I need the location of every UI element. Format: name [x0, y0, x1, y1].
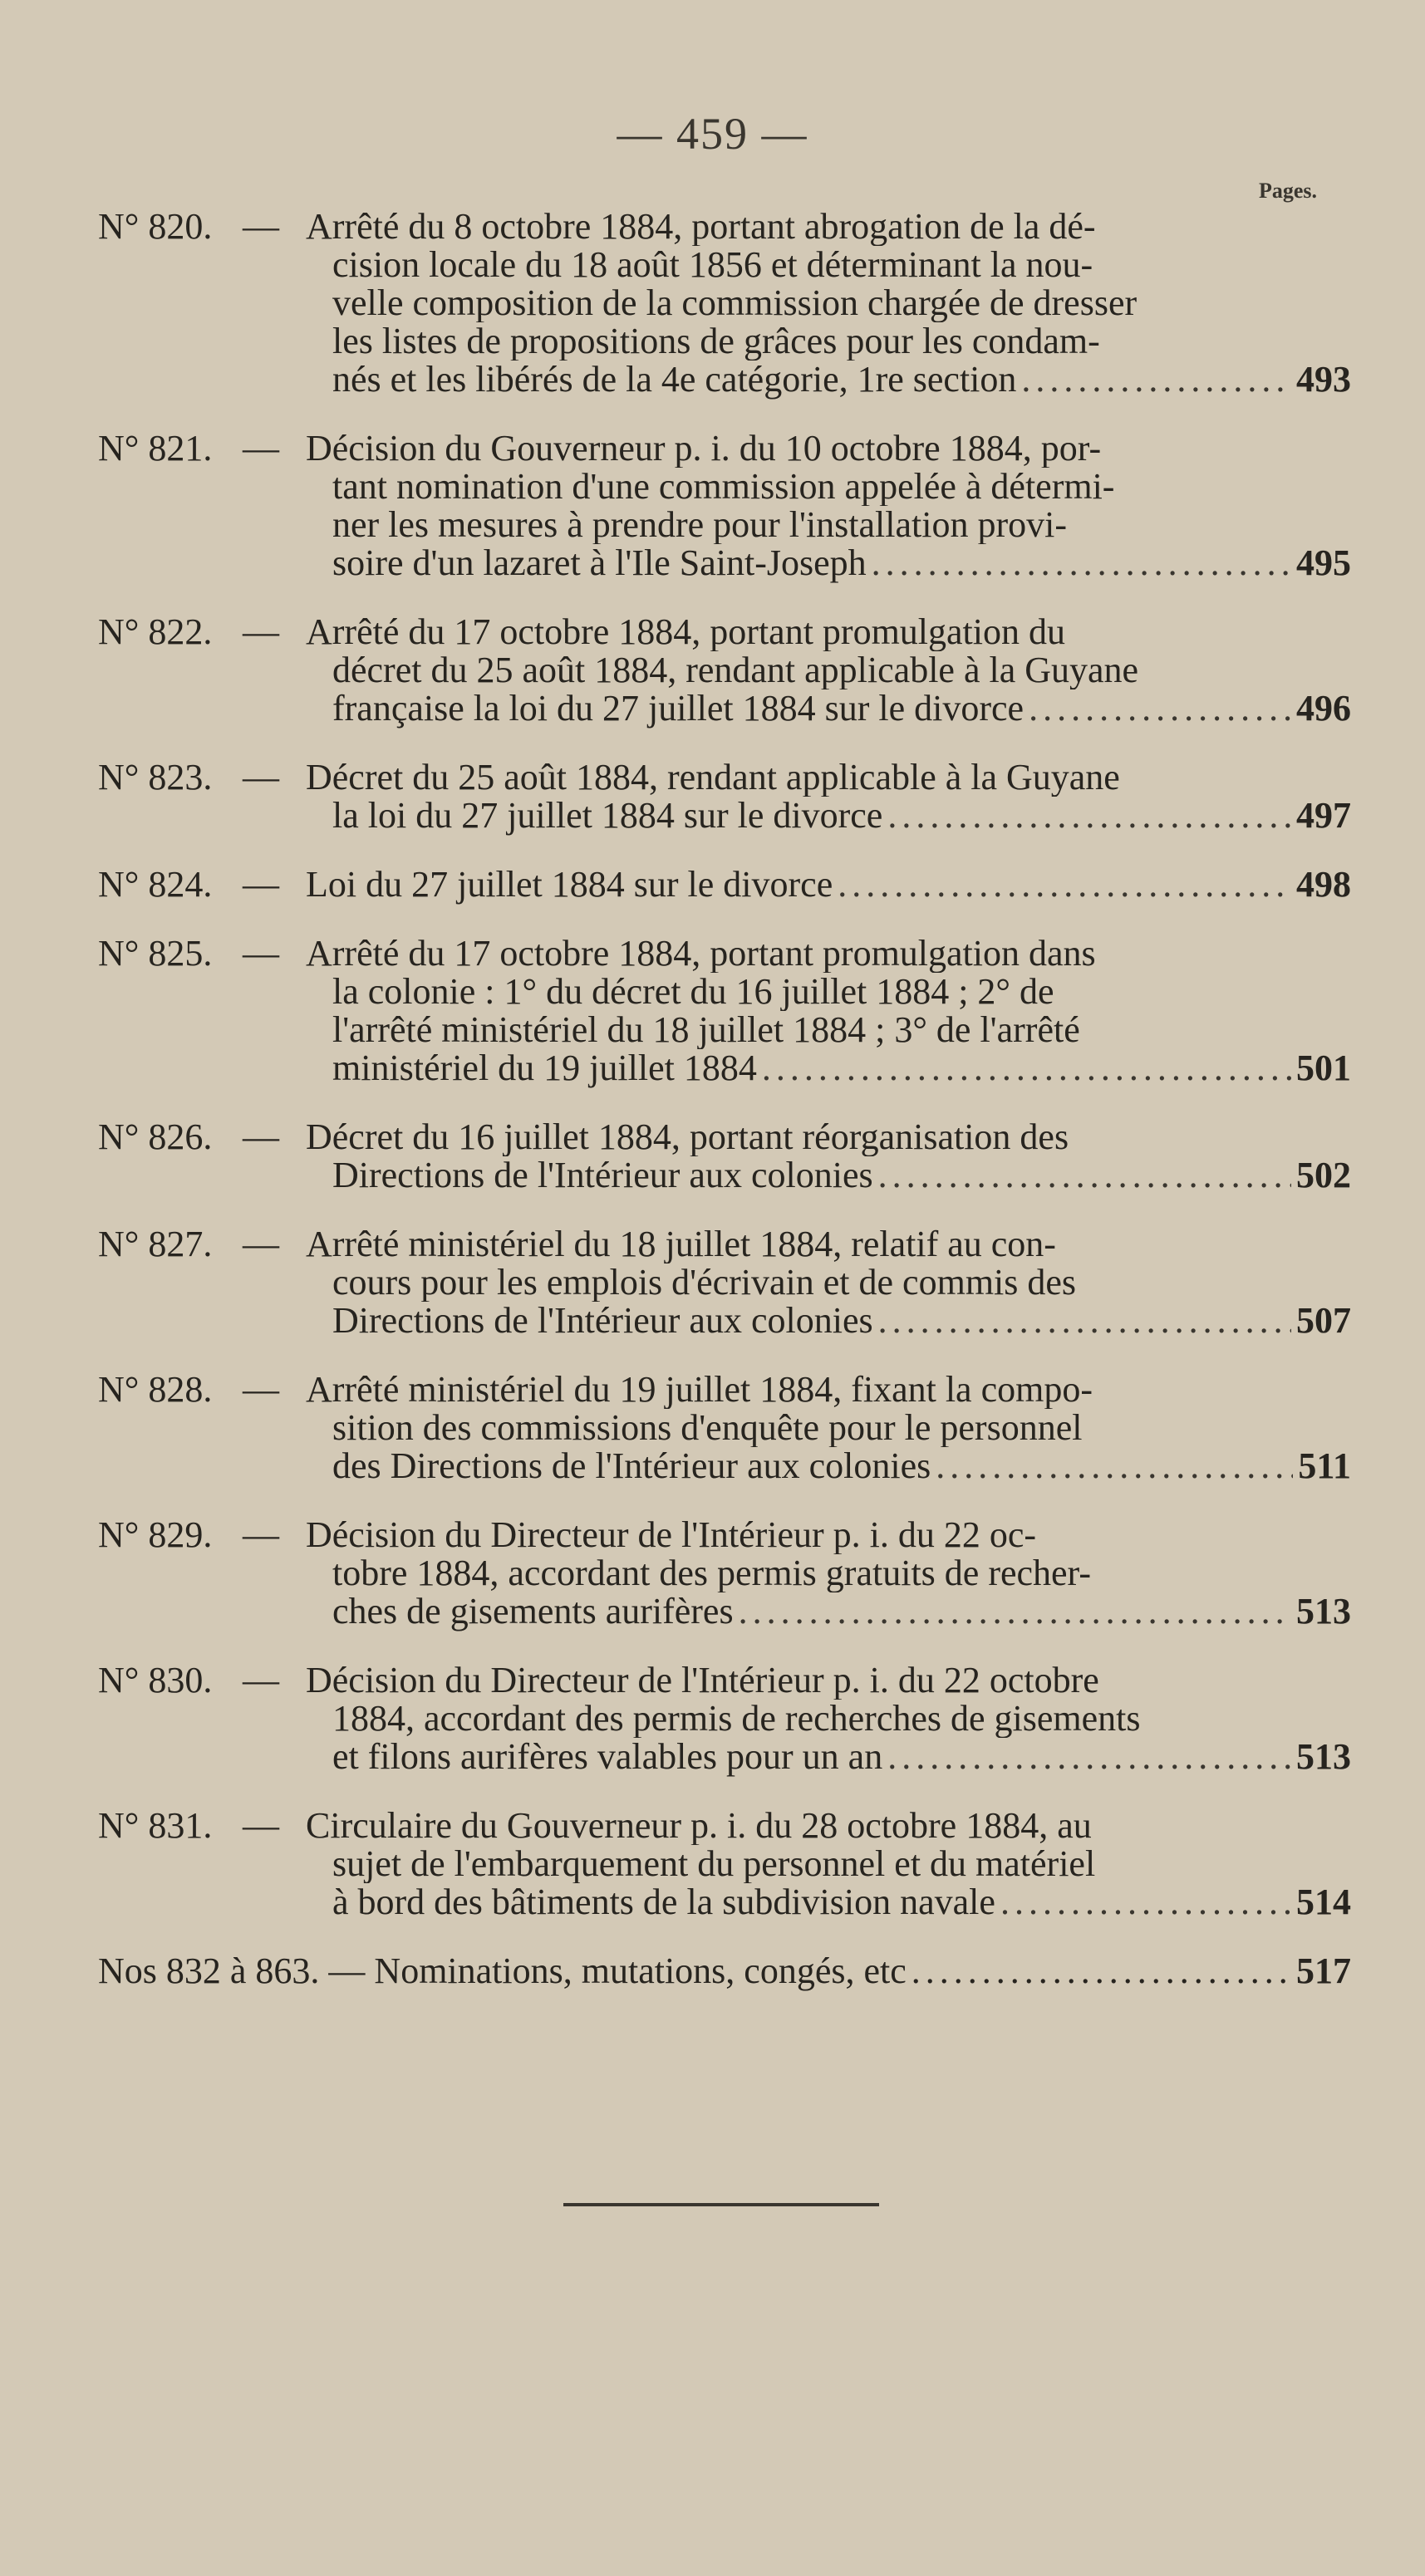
entry-line: cision locale du 18 août 1856 et déterminant la nou- — [332, 246, 1093, 284]
toc-entry — [0, 758, 1425, 835]
toc-entry — [0, 1807, 1425, 1921]
entry-last-line — [332, 1447, 1351, 1485]
entry-line: Décret du 25 août 1884, rendant applicable à la Guyane — [306, 758, 1120, 797]
toc-entry — [0, 613, 1425, 728]
leader-dots — [887, 1738, 1291, 1776]
toc-entry — [0, 1118, 1425, 1195]
toc-entry — [0, 935, 1425, 1087]
entry-last-text: soire d'un lazaret à l'Ile Saint-Joseph — [332, 542, 867, 583]
entry-last-text: nés et les libérés de la 4e catégorie, 1re section — [332, 359, 1017, 400]
entry-line: sition des commissions d'enquête pour le personnel — [332, 1409, 1083, 1447]
entry-last-line — [332, 1156, 1351, 1195]
page-number: — 459 — — [617, 109, 808, 159]
entry-dash: — — [243, 1116, 279, 1157]
entry-page-number: 495 — [1296, 542, 1351, 583]
entry-dash: — — [243, 1805, 279, 1846]
entry-line: la colonie : 1° du décret du 16 juillet 1884 ; 2° de — [332, 973, 1054, 1011]
entry-number: N° 827. — [98, 1224, 213, 1264]
entry-page-number: 493 — [1296, 359, 1351, 400]
leader-dots — [878, 1302, 1291, 1340]
entry-number: N° 828. — [98, 1369, 213, 1410]
entry-text — [306, 1371, 1351, 1486]
entry-last-line — [332, 1738, 1351, 1776]
final-entry-line — [98, 1952, 1351, 1990]
entry-line: décret du 25 août 1884, rendant applicable à la Guyane — [332, 651, 1139, 689]
entry-dash: — — [243, 933, 279, 974]
entry-page-number: 514 — [1296, 1882, 1351, 1922]
toc-entry — [0, 1371, 1425, 1485]
final-entry-page-number: 517 — [1296, 1950, 1351, 1991]
entry-line: les listes de propositions de grâces pour les condam- — [332, 322, 1100, 361]
entry-last-line — [332, 797, 1351, 835]
pages-column-label: Pages. — [1259, 179, 1318, 203]
entry-line: cours pour les emplois d'écrivain et de commis des — [332, 1263, 1077, 1302]
leader-dots — [936, 1447, 1293, 1485]
toc-entry — [0, 1516, 1425, 1631]
closing-rule — [563, 2203, 879, 2206]
entry-last-text: et filons aurifères valables pour un an — [332, 1736, 883, 1777]
entry-page-number: 497 — [1296, 795, 1351, 836]
entry-line: tant nomination d'une commission appelée à détermi- — [332, 468, 1115, 506]
entry-number: N° 824. — [98, 864, 213, 905]
entry-line: sujet de l'embarquement du personnel et du matériel — [332, 1845, 1096, 1883]
entry-number: N° 821. — [98, 428, 213, 469]
table-of-contents — [0, 208, 1425, 1990]
entry-line: Décret du 16 juillet 1884, portant réorganisation des — [306, 1118, 1069, 1156]
entry-page-number: 502 — [1296, 1155, 1351, 1195]
entry-text — [306, 864, 1351, 905]
entry-line: 1884, accordant des permis de recherches de gisements — [332, 1700, 1141, 1738]
entry-text — [306, 613, 1351, 729]
entry-line: ner les mesures à prendre pour l'installation provi- — [332, 506, 1067, 544]
entry-number: N° 822. — [98, 611, 213, 652]
final-entry-text: Nos 832 à 863. — Nominations, mutations, congés, etc — [98, 1950, 907, 1991]
entry-text — [306, 1807, 1351, 1922]
entry-last-line — [332, 1049, 1351, 1087]
entry-last-text: Loi du 27 juillet 1884 sur le divorce — [306, 864, 833, 905]
entry-line: Arrêté du 8 octobre 1884, portant abrogation de la dé- — [306, 208, 1096, 246]
entry-number: N° 830. — [98, 1660, 213, 1700]
entry-text — [306, 758, 1351, 836]
entry-page-number: 496 — [1296, 688, 1351, 729]
entry-last-text: des Directions de l'Intérieur aux colonies — [332, 1445, 931, 1486]
entry-text — [306, 1118, 1351, 1195]
leader-dots — [838, 866, 1291, 904]
toc-entry — [0, 1661, 1425, 1776]
entry-last-line — [332, 1883, 1351, 1921]
leader-dots — [872, 544, 1291, 582]
entry-line: Arrêté du 17 octobre 1884, portant promulgation du — [306, 613, 1066, 651]
entry-text — [306, 1661, 1351, 1777]
entry-dash: — — [243, 611, 279, 652]
leader-dots — [1000, 1883, 1291, 1921]
entry-line: Arrêté ministériel du 18 juillet 1884, relatif au con- — [306, 1225, 1056, 1263]
leader-dots — [762, 1049, 1291, 1087]
entry-page-number: 507 — [1296, 1300, 1351, 1341]
entry-dash: — — [243, 1660, 279, 1700]
entry-last-line — [306, 866, 1351, 904]
entry-number: N° 826. — [98, 1116, 213, 1157]
entry-line: Décision du Directeur de l'Intérieur p. i. du 22 octobre — [306, 1661, 1099, 1700]
entry-last-text: à bord des bâtiments de la subdivision navale — [332, 1882, 995, 1922]
entry-last-line — [332, 361, 1351, 399]
entry-last-text: Directions de l'Intérieur aux colonies — [332, 1155, 873, 1195]
entry-line: Circulaire du Gouverneur p. i. du 28 octobre 1884, au — [306, 1807, 1092, 1845]
entry-line: tobre 1884, accordant des permis gratuits de recher- — [332, 1554, 1091, 1592]
leader-dots — [739, 1592, 1291, 1631]
entry-page-number: 513 — [1296, 1736, 1351, 1777]
entry-line: Arrêté du 17 octobre 1884, portant promulgation dans — [306, 935, 1096, 973]
entry-dash: — — [243, 757, 279, 797]
entry-number: N° 829. — [98, 1514, 213, 1555]
entry-text — [306, 429, 1351, 583]
entry-number: N° 820. — [98, 206, 213, 247]
entry-last-text: ches de gisements aurifères — [332, 1591, 734, 1631]
entry-dash: — — [243, 206, 279, 247]
entry-last-line — [332, 544, 1351, 582]
entry-dash: — — [243, 1369, 279, 1410]
entry-last-line — [332, 1302, 1351, 1340]
entry-last-line — [332, 689, 1351, 728]
toc-entry — [0, 429, 1425, 582]
entry-number: N° 831. — [98, 1805, 213, 1846]
entry-number: N° 823. — [98, 757, 213, 797]
entry-last-text: la loi du 27 juillet 1884 sur le divorce — [332, 795, 883, 836]
entry-text — [306, 208, 1351, 400]
entry-dash: — — [243, 428, 279, 469]
entry-line: velle composition de la commission chargée de dresser — [332, 284, 1138, 322]
toc-entry — [0, 208, 1425, 399]
toc-final-entry — [0, 1952, 1425, 1990]
leader-dots — [878, 1156, 1291, 1195]
entry-page-number: 498 — [1296, 864, 1351, 905]
entry-line: Décision du Gouverneur p. i. du 10 octobre 1884, por- — [306, 429, 1102, 468]
entry-dash: — — [243, 864, 279, 905]
leader-dots — [912, 1952, 1291, 1990]
entry-last-text: Directions de l'Intérieur aux colonies — [332, 1300, 873, 1341]
toc-entry — [0, 1225, 1425, 1340]
toc-entry — [0, 866, 1425, 904]
leader-dots — [887, 797, 1291, 835]
entry-text — [306, 935, 1351, 1088]
leader-dots — [1029, 689, 1291, 728]
entry-page-number: 501 — [1296, 1048, 1351, 1088]
entry-text — [306, 1225, 1351, 1341]
entry-line: Décision du Directeur de l'Intérieur p. i. du 22 oc- — [306, 1516, 1037, 1554]
entry-page-number: 513 — [1296, 1591, 1351, 1631]
entry-last-line — [332, 1592, 1351, 1631]
entry-line: l'arrêté ministériel du 18 juillet 1884 ; 3° de l'arrêté — [332, 1011, 1080, 1049]
entry-dash: — — [243, 1224, 279, 1264]
entry-number: N° 825. — [98, 933, 213, 974]
entry-line: Arrêté ministériel du 19 juillet 1884, fixant la compo- — [306, 1371, 1093, 1409]
entry-last-text: ministériel du 19 juillet 1884 — [332, 1048, 757, 1088]
entry-last-text: française la loi du 27 juillet 1884 sur le divorce — [332, 688, 1025, 729]
entry-page-number: 511 — [1298, 1445, 1351, 1486]
entry-text — [306, 1516, 1351, 1631]
leader-dots — [1021, 361, 1291, 399]
entry-dash: — — [243, 1514, 279, 1555]
